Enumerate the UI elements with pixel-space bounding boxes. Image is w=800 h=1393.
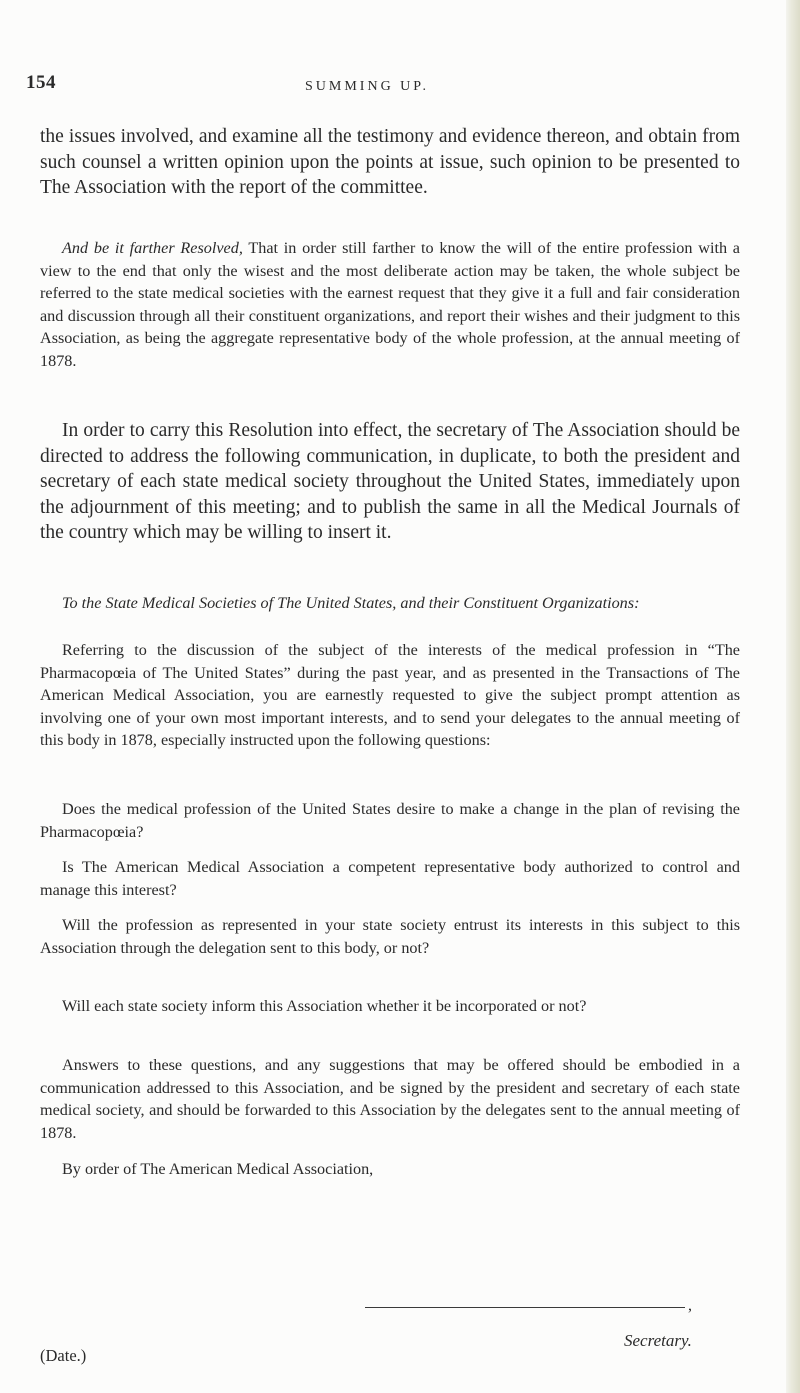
question-1 <box>40 798 740 843</box>
signature-line <box>365 1307 685 1308</box>
letter-salutation-block <box>40 592 740 615</box>
question-2 <box>40 856 740 901</box>
paragraph-order <box>40 418 740 546</box>
question-4 <box>40 995 740 1018</box>
letter-closing <box>40 1158 740 1181</box>
signature-punctuation: , <box>688 1297 692 1314</box>
resolution-text <box>40 237 740 372</box>
question-3 <box>40 914 740 959</box>
paragraph-text: the issues involved, and examine all the testimony and evidence thereon, and obtain from such counsel a written opinion upon the points at issue, such opinion to be presented to The Association with the report of the committee. <box>40 126 740 198</box>
paragraph-text: In order to carry this Resolution into effect, the secretary of The Association should be directed to address the following communication, in duplicate, to both the president and secretary of each state medical society throughout the United States, immediately upon the adjournment of this meeting; and to publish the same in all the Medical Journals of the country which may be willing to insert it. <box>40 420 740 543</box>
date-label: (Date.) <box>40 1346 87 1365</box>
question-text: Does the medical profession of the United States desire to make a change in the plan of revising the Pharmacopœia? <box>40 800 740 841</box>
resolution-paragraph <box>40 237 740 372</box>
resolution-lead: And be it farther Resolved, <box>62 239 243 257</box>
letter-intro <box>40 639 740 752</box>
answers-text: Answers to these questions, and any suggestions that may be offered should be embodied in a communication addressed to this Association, and be signed by the president and secretary of each state medical society, and should be forwarded to this Association by the delegates sent to the annual meeting of 1878. <box>40 1056 740 1142</box>
running-title: SUMMING UP. <box>305 79 430 94</box>
question-text: Is The American Medical Association a competent representative body authorized to control and manage this interest? <box>40 858 740 899</box>
letter-intro-text: Referring to the discussion of the subject of the interests of the medical profession in “The Pharmacopœia of The United States” during the past year, and as presented in the Transactions of The American Medical Association, you are earnestly requested to give the subject prompt attention as involving one of your own most important interests, and to send your delegates to the annual meeting of this body in 1878, especially instructed upon the following questions: <box>40 641 740 749</box>
question-text: Will the profession as represented in your state society entrust its interests in this subject to this Association through the delegation sent to this body, or not? <box>40 916 740 957</box>
signature-title: Secretary. <box>624 1331 692 1350</box>
paragraph-issues <box>40 124 740 201</box>
letter-answers <box>40 1054 740 1144</box>
letter-salutation: To the State Medical Societies of The United States, and their Constituent Organizations: <box>62 594 640 612</box>
closing-text: By order of The American Medical Association, <box>62 1160 374 1178</box>
resolution-body: That in order still farther to know the will of the entire profession with a view to the end that only the wisest and the most deliberate action may be taken, the whole subject be referred to the state medical societies with the earnest request that they give it a full and fair consideration and discussion through all their constituent organizations, and report their wishes and their judgment to this Association, as being the aggregate representative body of the whole profession, at the annual meeting of 1878. <box>40 239 740 370</box>
page-number: 154 <box>26 72 56 93</box>
page-edge-shadow <box>786 0 800 1393</box>
question-text: Will each state society inform this Association whether it be incorporated or not? <box>62 997 587 1015</box>
